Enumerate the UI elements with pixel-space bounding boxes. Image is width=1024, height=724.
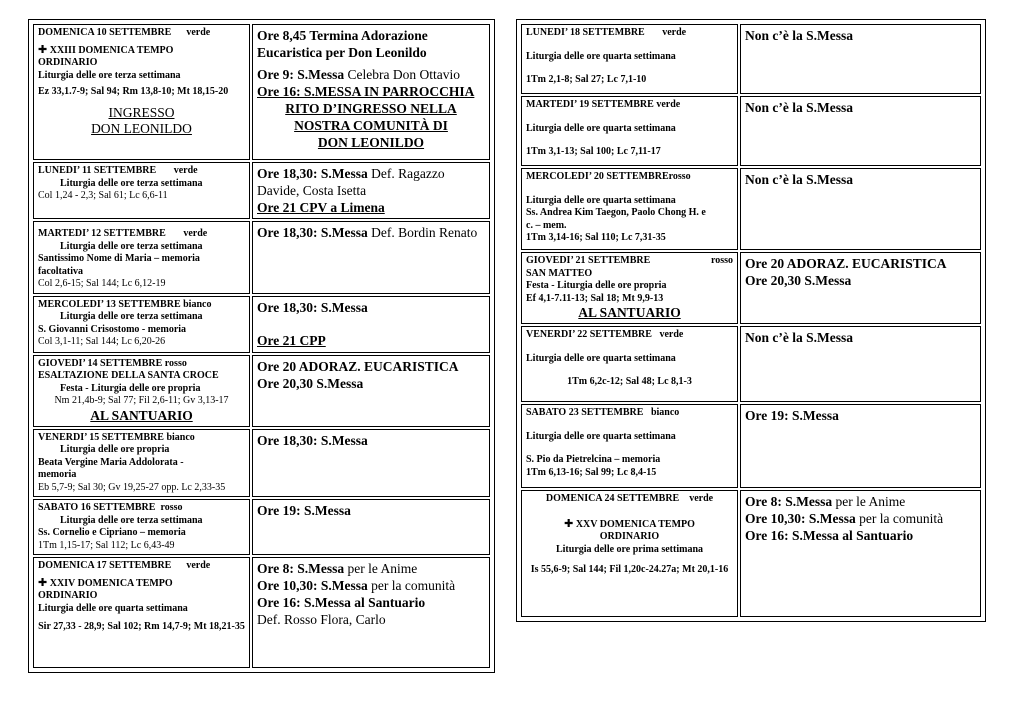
service-info-cell: Non c’è la S.Messa bbox=[740, 96, 981, 166]
day-row bbox=[521, 24, 981, 94]
cross-icon: ✚ bbox=[38, 575, 48, 589]
day-cell: DOMENICA 10 SETTEMBRE verde ✚ XXIII DOMENICA TEMPO ORDINARIO Liturgia delle ore terza settimana Ez 33,1.7-9; Sal 94; Rm 13,8-10; Mt 18,15-20 INGRESSO DON LEONILDO bbox=[33, 24, 250, 160]
service-info-cell: Ore 18,30: S.Messa bbox=[252, 429, 490, 498]
day-cell: MERCOLEDI’ 20 SETTEMBRErosso Liturgia delle ore quarta settimana Ss. Andrea Kim Taegon, Paolo Chong H. e c. – mem. 1Tm 3,14-16; Sal 110; Lc 7,31-35 bbox=[521, 168, 738, 250]
day-row bbox=[521, 326, 981, 402]
day-row bbox=[33, 162, 490, 219]
day-cell: MARTEDI’ 12 SETTEMBRE verde Liturgia delle ore terza settimana Santissimo Nome di Maria – memoria facoltativa Col 2,6-15; Sal 144; Lc 6,12-19 bbox=[33, 221, 250, 294]
day-cell: SABATO 23 SETTEMBRE bianco Liturgia delle ore quarta settimana S. Pio da Pietrelcina – memoria 1Tm 6,13-16; Sal 99; Lc 8,4-15 bbox=[521, 404, 738, 488]
day-cell: VENERDI’ 22 SETTEMBRE verde Liturgia delle ore quarta settimana 1Tm 6,2c-12; Sal 48; Lc 8,1-3 bbox=[521, 326, 738, 402]
day-cell: VENERDI’ 15 SETTEMBRE bianco Liturgia delle ore propria Beata Vergine Maria Addolorata - memoria Eb 5,7-9; Sal 30; Gv 19,25-27 opp. Lc 2,33-35 bbox=[33, 429, 250, 498]
day-cell: GIOVEDI’ 21 SETTEMBRE rosso SAN MATTEO Festa - Liturgia delle ore propria Ef 4,1-7.11-13; Sal 18; Mt 9,9-13 AL SANTUARIO bbox=[521, 252, 738, 324]
day-cell: DOMENICA 24 SETTEMBRE verde ✚ XXV DOMENICA TEMPO ORDINARIO Liturgia delle ore prima settimana Is 55,6-9; Sal 144; Fil 1,20c-24.27a; Mt 20,1-16 bbox=[521, 490, 738, 617]
cross-icon: ✚ bbox=[564, 516, 574, 530]
day-row bbox=[33, 221, 490, 294]
cross-icon: ✚ bbox=[38, 42, 48, 56]
service-info-cell: Ore 18,30: S.Messa Def. Bordin Renato bbox=[252, 221, 490, 294]
day-row bbox=[33, 557, 490, 668]
service-info-cell: Ore 19: S.Messa bbox=[252, 499, 490, 555]
day-cell: LUNEDI’ 18 SETTEMBRE verde Liturgia delle ore quarta settimana 1Tm 2,1-8; Sal 27; Lc 7,1-10 bbox=[521, 24, 738, 94]
service-info-cell: Non c’è la S.Messa bbox=[740, 326, 981, 402]
left-schedule-table bbox=[31, 22, 492, 670]
right-schedule-panel bbox=[516, 19, 986, 622]
service-info-cell: Non c’è la S.Messa bbox=[740, 24, 981, 94]
day-row bbox=[521, 490, 981, 617]
day-row bbox=[33, 296, 490, 353]
day-cell: LUNEDI’ 11 SETTEMBRE verde Liturgia delle ore terza settimana Col 1,24 - 2,3; Sal 61; Lc 6,6-11 bbox=[33, 162, 250, 219]
service-info-cell: Ore 20 ADORAZ. EUCARISTICA Ore 20,30 S.Messa bbox=[740, 252, 981, 324]
day-row bbox=[33, 499, 490, 555]
day-row bbox=[521, 96, 981, 166]
day-row bbox=[521, 252, 981, 324]
service-info-cell: Ore 8,45 Termina Adorazione Eucaristica per Don Leonildo Ore 9: S.Messa Celebra Don Ottavio Ore 16: S.MESSA IN PARROCCHIA RITO D’INGRESSO NELLA NOSTRA COMUNITÀ DI DON LEONILDO bbox=[252, 24, 490, 160]
day-cell: MERCOLEDI’ 13 SETTEMBRE bianco Liturgia delle ore terza settimana S. Giovanni Crisostomo - memoria Col 3,1-11; Sal 144; Lc 6,20-26 bbox=[33, 296, 250, 353]
service-info-cell: Ore 8: S.Messa per le Anime Ore 10,30: S.Messa per la comunità Ore 16: S.Messa al Santuario bbox=[740, 490, 981, 617]
service-info-cell: Ore 18,30: S.Messa Ore 21 CPP bbox=[252, 296, 490, 353]
day-row bbox=[521, 404, 981, 488]
service-info-cell: Ore 20 ADORAZ. EUCARISTICA Ore 20,30 S.Messa bbox=[252, 355, 490, 427]
day-row bbox=[33, 355, 490, 427]
day-cell: SABATO 16 SETTEMBRE rosso Liturgia delle ore terza settimana Ss. Cornelio e Cipriano – memoria 1Tm 1,15-17; Sal 112; Lc 6,43-49 bbox=[33, 499, 250, 555]
day-cell: MARTEDI’ 19 SETTEMBRE verde Liturgia delle ore quarta settimana 1Tm 3,1-13; Sal 100; Lc 7,11-17 bbox=[521, 96, 738, 166]
day-row bbox=[521, 168, 981, 250]
day-row bbox=[33, 24, 490, 160]
service-info-cell: Non c’è la S.Messa bbox=[740, 168, 981, 250]
left-schedule-panel bbox=[28, 19, 495, 673]
day-cell: DOMENICA 17 SETTEMBRE verde ✚ XXIV DOMENICA TEMPO ORDINARIO Liturgia delle ore quarta settimana Sir 27,33 - 28,9; Sal 102; Rm 14,7-9; Mt 18,21-35 bbox=[33, 557, 250, 668]
service-info-cell: Ore 8: S.Messa per le Anime Ore 10,30: S.Messa per la comunità Ore 16: S.Messa al Santuario Def. Rosso Flora, Carlo bbox=[252, 557, 490, 668]
right-schedule-table bbox=[519, 22, 983, 619]
day-row bbox=[33, 429, 490, 498]
day-cell: GIOVEDI’ 14 SETTEMBRE rosso ESALTAZIONE DELLA SANTA CROCE Festa - Liturgia delle ore propria Nm 21,4b-9; Sal 77; Fil 2,6-11; Gv 3,13-17 AL SANTUARIO bbox=[33, 355, 250, 427]
service-info-cell: Ore 19: S.Messa bbox=[740, 404, 981, 488]
service-info-cell: Ore 18,30: S.Messa Def. Ragazzo Davide, Costa Isetta Ore 21 CPV a Limena bbox=[252, 162, 490, 219]
